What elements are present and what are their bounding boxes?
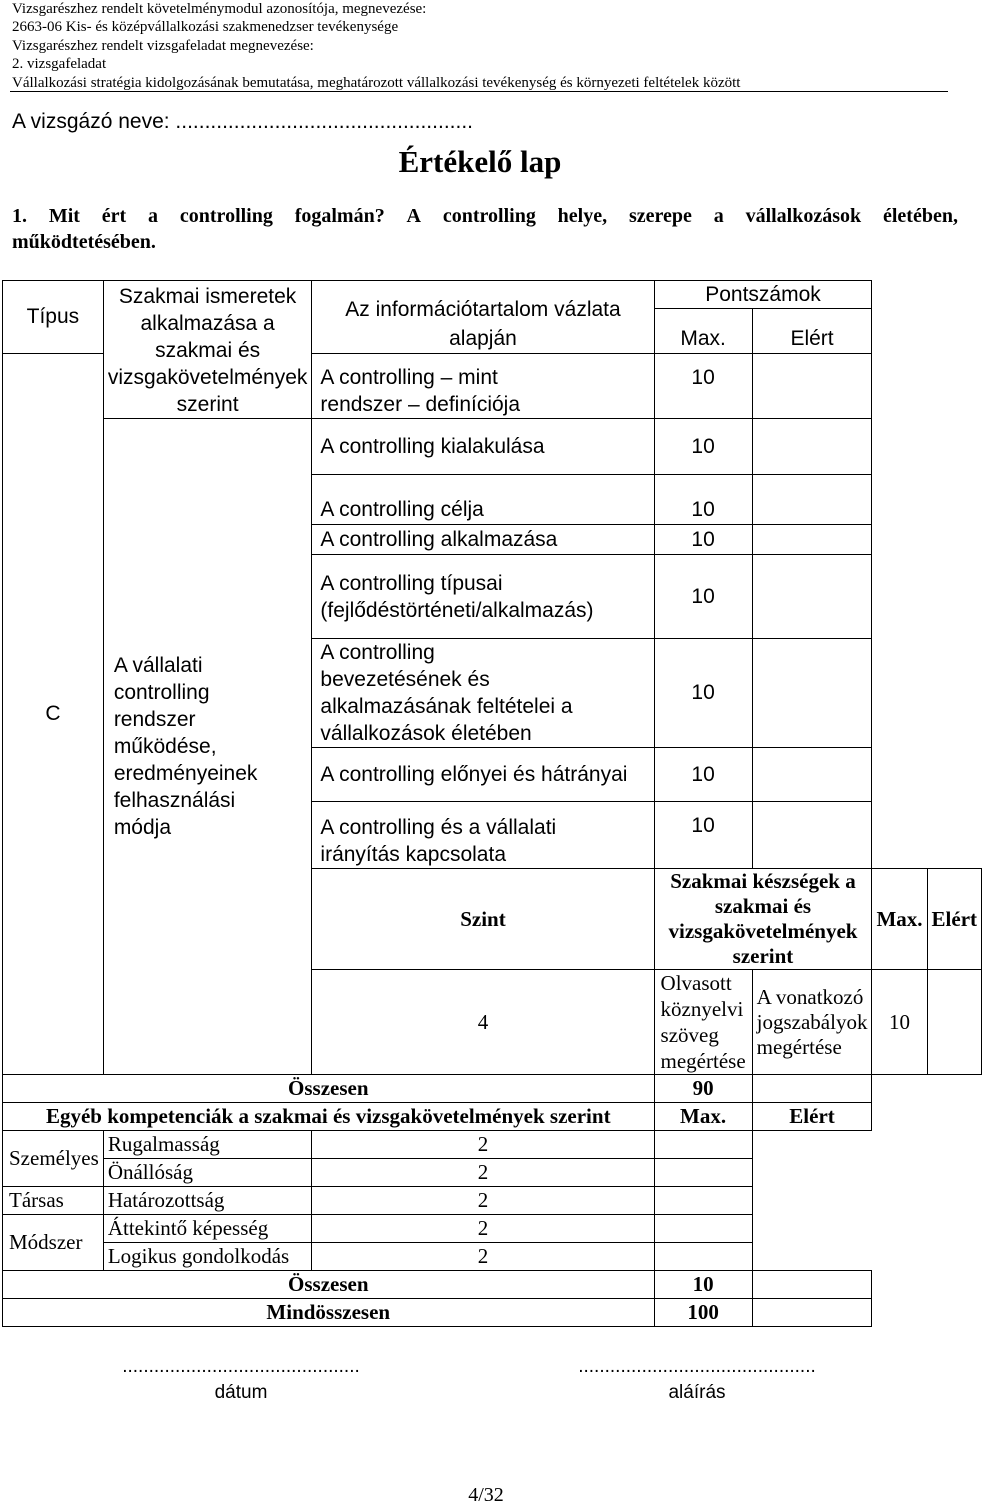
question-word: a [148, 205, 159, 227]
question-word: a [713, 205, 724, 227]
question-text [12, 203, 958, 255]
subtotal-label: Összesen [3, 1271, 655, 1299]
competency-max: 2 [312, 1243, 654, 1271]
criterion-content: A controlling bevezetésének és alkalmazásának feltételei a vállalkozások életében [312, 639, 654, 748]
question-word: fogalmán? [294, 205, 385, 227]
competency-name: Áttekintő képesség [103, 1215, 312, 1243]
page-number: 4/32 [468, 1484, 504, 1506]
knowledge-header: Szakmai ismeretek alkalmazása a szakmai és vizsgakövetelmények szerint [103, 281, 312, 419]
competency-max: 2 [312, 1159, 654, 1187]
subtotal-achieved[interactable] [752, 1271, 872, 1299]
criterion-max: 10 [654, 419, 752, 475]
other-achieved-header: Elért [752, 1103, 872, 1131]
date-dots: ............................................. [122, 1356, 360, 1377]
page-title: Értékelő lap [398, 144, 562, 179]
header-line: Vizsgarészhez rendelt vizsgafeladat megnevezése: [12, 37, 314, 54]
question-word: helye, [557, 205, 608, 227]
question-word: A [406, 205, 421, 227]
criterion-content: A controlling alkalmazása [312, 525, 654, 555]
criterion-content: A controlling célja [312, 475, 654, 525]
question-word: Mit [48, 205, 80, 227]
criterion-max: 10 [654, 475, 752, 525]
question-line-2: működtetésében. [12, 231, 156, 253]
criterion-achieved[interactable] [752, 475, 872, 525]
criterion-achieved[interactable] [752, 802, 872, 869]
skill-name: Olvasott köznyelvi szöveg megértése [654, 970, 752, 1075]
signature-block [562, 1356, 832, 1404]
question-word: életében, [882, 205, 958, 227]
subtotal-label: Összesen [3, 1075, 655, 1103]
max-header: Max. [654, 309, 752, 354]
examinee-name-label: A vizsgázó neve: ................................................... [12, 110, 473, 133]
criterion-content: A controlling típusai (fejlődéstörténeti/alkalmazás) [312, 555, 654, 639]
competency-name: Logikus gondolkodás [103, 1243, 312, 1271]
competency-name: Rugalmasság [103, 1131, 312, 1159]
header-line: Vizsgarészhez rendelt követelménymodul azonosítója, megnevezése: [12, 1, 427, 17]
header-line: Vállalkozási stratégia kidolgozásának bemutatása, meghatározott vállalkozási tevékenység és környezeti feltételek között [12, 74, 741, 91]
competency-max: 2 [312, 1187, 654, 1215]
header-line: 2. vizsgafeladat [12, 56, 107, 73]
other-max-header: Max. [654, 1103, 752, 1131]
question-word: vállalkozások [745, 205, 862, 227]
competency-achieved[interactable] [654, 1187, 752, 1215]
criterion-content: A controlling és a vállalati irányítás kapcsolata [312, 802, 654, 869]
skills-header: Szakmai készségek a szakmai és vizsgakövetelmények szerint [654, 869, 872, 970]
competency-achieved[interactable] [654, 1243, 752, 1271]
criterion-max: 10 [654, 639, 752, 748]
subtotal-value: 10 [654, 1271, 752, 1299]
question-word: szerepe [628, 205, 692, 227]
criterion-content: A controlling előnyei és hátrányai [312, 748, 654, 802]
competency-achieved[interactable] [654, 1131, 752, 1159]
level-header: Szint [312, 869, 654, 970]
skill-content: A vonatkozó jogszabályok megértése [752, 970, 872, 1075]
content-header: Az információtartalom vázlata alapján [312, 281, 654, 354]
skills-max-header: Max. [872, 869, 927, 970]
signature-dots: ............................................. [578, 1356, 816, 1377]
other-competencies-header: Egyéb kompetenciák a szakmai és vizsgakövetelmények szerint [3, 1103, 655, 1131]
header-line: 2663-06 Kis- és középvállalkozási szakmenedzser tevékenysége [12, 19, 399, 36]
competency-group: Személyes [3, 1131, 104, 1187]
level-value: 4 [312, 970, 654, 1075]
criterion-achieved[interactable] [752, 639, 872, 748]
criterion-achieved[interactable] [752, 525, 872, 555]
grand-total-value: 100 [654, 1299, 752, 1327]
question-word: 1. [12, 205, 27, 227]
question-word: controlling [442, 205, 536, 227]
competency-max: 2 [312, 1131, 654, 1159]
competency-max: 2 [312, 1215, 654, 1243]
criterion-max: 10 [654, 525, 752, 555]
grand-total-achieved[interactable] [752, 1299, 872, 1327]
criterion-max: 10 [654, 555, 752, 639]
criterion-max: 10 [654, 802, 752, 869]
evaluation-table [2, 280, 982, 1327]
subtotal-value: 90 [654, 1075, 752, 1103]
date-label: dátum [214, 1382, 268, 1403]
criterion-max: 10 [654, 748, 752, 802]
competency-name: Önállóság [103, 1159, 312, 1187]
page-header [12, 0, 952, 92]
criterion-content: A controlling – mint rendszer – definíciója [312, 354, 654, 419]
skill-achieved[interactable] [927, 970, 981, 1075]
subtotal-achieved[interactable] [752, 1075, 872, 1103]
criterion-max: 10 [654, 354, 752, 419]
signature-label: aláírás [668, 1382, 726, 1403]
criterion-achieved[interactable] [752, 555, 872, 639]
skill-max: 10 [872, 970, 927, 1075]
type-c-cell: C [3, 354, 104, 1075]
question-word: ért [101, 205, 127, 227]
grand-total-label: Mindösszesen [3, 1299, 655, 1327]
date-signature-block [106, 1356, 376, 1404]
criterion-achieved[interactable] [752, 354, 872, 419]
competency-group: Társas [3, 1187, 104, 1215]
skills-achieved-header: Elért [927, 869, 981, 970]
achieved-header: Elért [752, 309, 872, 354]
competency-name: Határozottság [103, 1187, 312, 1215]
criterion-achieved[interactable] [752, 748, 872, 802]
question-word: controlling [179, 205, 273, 227]
criterion-achieved[interactable] [752, 419, 872, 475]
knowledge-c-cell: A vállalati controlling rendszer működése, eredményeinek felhasználási módja [103, 419, 312, 1075]
competency-group: Módszer [3, 1215, 104, 1271]
type-header: Típus [3, 281, 104, 354]
competency-achieved[interactable] [654, 1215, 752, 1243]
points-header: Pontszámok [654, 281, 872, 309]
criterion-content: A controlling kialakulása [312, 419, 654, 475]
competency-achieved[interactable] [654, 1159, 752, 1187]
header-divider [10, 91, 948, 92]
